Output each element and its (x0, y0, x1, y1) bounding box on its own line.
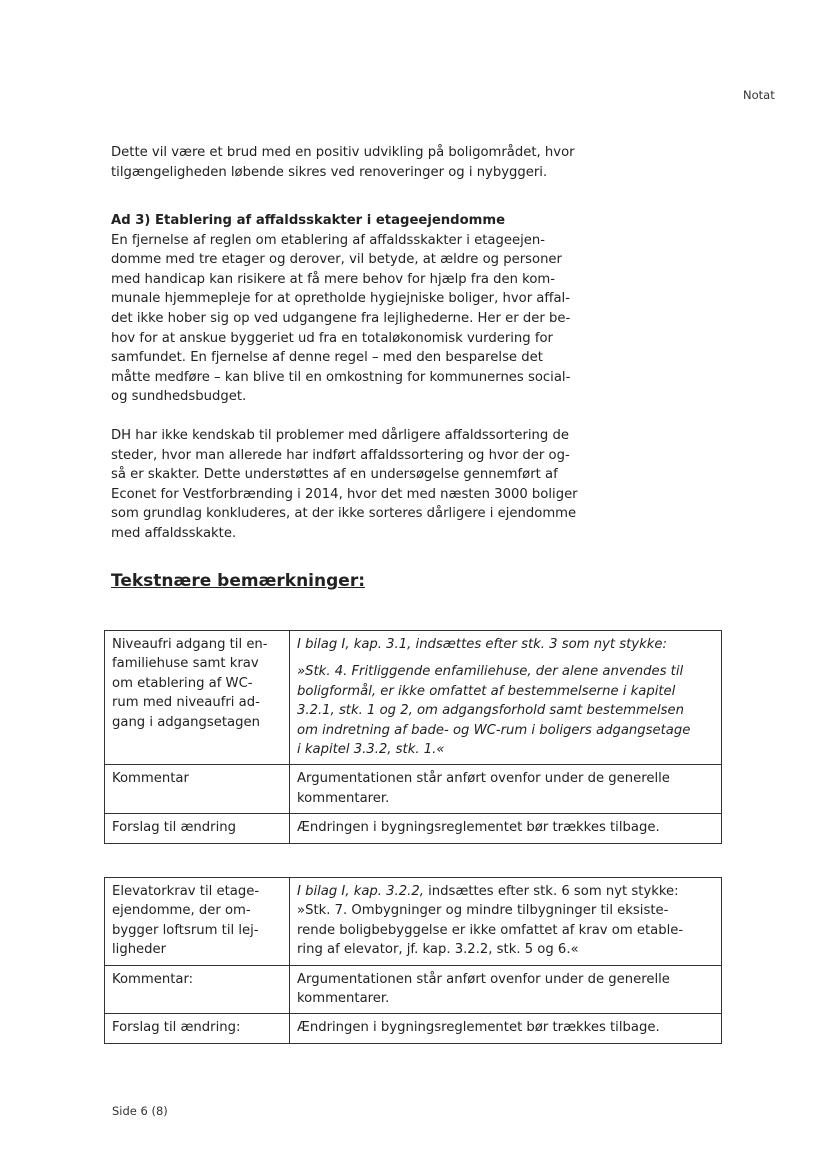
section-3-line: måtte medføre – kan blive til en omkostning for kommunernes social- (111, 369, 571, 385)
section-3-line: og sundhedsbudget. (111, 389, 247, 405)
topic-line: bygger loftsrum til lej- (112, 922, 259, 938)
intro-line: tilgængeligheden løbende sikres ved renoveringer og i nybyggeri. (111, 164, 548, 180)
dh-line: som grundlag konkluderes, at der ikke sorteres dårligere i ejendomme (111, 506, 577, 522)
remarks-table-2 (104, 877, 722, 1044)
proposal-line: rende boligbebyggelse er ikke omfattet af krav om etable- (297, 922, 684, 938)
change-label: Forslag til ændring: (105, 1014, 290, 1043)
proposal-line: ring af elevator, jf. kap. 3.2.2, stk. 5 og 6.« (297, 942, 579, 958)
proposal-cell (290, 878, 722, 966)
comment-line: Argumentationen står anført ovenfor under de generelle (297, 771, 670, 787)
section-3-line: samfundet. En fjernelse af denne regel – med den besparelse det (111, 350, 543, 366)
topic-cell (105, 631, 290, 765)
dh-line: så er skakter. Dette understøttes af en undersøgelse gennemført af (111, 467, 558, 483)
dh-line: steder, hvor man allerede har indført affaldssortering og hvor der og- (111, 447, 570, 463)
proposal-line: »Stk. 4. Fritliggende enfamiliehuse, der alene anvendes til (297, 664, 684, 680)
remarks-heading: Tekstnære bemærkninger: (111, 571, 365, 591)
comment-label: Kommentar: (105, 965, 290, 1014)
table-row (105, 765, 722, 814)
table-row (105, 878, 722, 966)
intro-paragraph (111, 143, 611, 182)
change-cell: Ændringen i bygningsreglementet bør trækkes tilbage. (290, 1014, 722, 1043)
section-3-line: med handicap kan risikere at få mere behov for hjælp fra den kom- (111, 271, 556, 287)
section-3-heading: Ad 3) Etablering af affaldsskakter i etageejendomme (111, 213, 506, 228)
table-row (105, 814, 722, 843)
section-3-line: hov for at anskue byggeriet ud fra en totaløkonomisk vurdering for (111, 330, 553, 346)
remarks-table-1 (104, 630, 722, 844)
topic-line: rum med niveaufri ad- (112, 695, 260, 711)
dh-line: DH har ikke kendskab til problemer med dårligere affaldssortering de (111, 428, 569, 443)
topic-line: Niveaufri adgang til en- (112, 637, 268, 652)
change-label: Forslag til ændring (105, 814, 290, 843)
topic-line: om etablering af WC- (112, 675, 253, 691)
proposal-line: 3.2.1, stk. 1 og 2, om adgangsforhold samt bestemmelsen (297, 703, 684, 719)
document-type-label: Notat (743, 88, 775, 102)
intro-line: Dette vil være et brud med en positiv udvikling på boligområdet, hvor (111, 145, 575, 160)
comment-line: Argumentationen står anført ovenfor under de generelle (297, 971, 670, 987)
topic-line: gang i adgangsetagen (112, 714, 260, 730)
section-3-line: munale hjemmepleje for at opretholde hygiejniske boliger, hvor affal- (111, 291, 570, 307)
proposal-intro (297, 882, 714, 901)
topic-line: familiehuse samt krav (112, 656, 259, 672)
topic-cell (105, 878, 290, 966)
comment-cell (290, 965, 722, 1014)
dh-line: Econet for Vestforbrænding i 2014, hvor det med næsten 3000 boliger (111, 486, 578, 502)
section-3-line: domme med tre etager og derover, vil betyde, at ældre og personer (111, 252, 562, 268)
proposal-cell (290, 631, 722, 765)
topic-line: ligheder (112, 942, 167, 958)
dh-paragraph (111, 426, 611, 544)
table-row (105, 631, 722, 765)
dh-line: med affaldsskakte. (111, 525, 237, 541)
table-row (105, 1014, 722, 1043)
proposal-intro: I bilag I, kap. 3.1, indsættes efter stk. 3 som nyt stykke: (297, 637, 667, 652)
proposal-intro-rest: indsættes efter stk. 6 som nyt stykke: (423, 884, 679, 899)
page-number: Side 6 (8) (112, 1104, 168, 1118)
comment-line: kommentarer. (297, 991, 390, 1007)
change-cell: Ændringen i bygningsreglementet bør trækkes tilbage. (290, 814, 722, 843)
proposal-line: om indretning af bade- og WC-rum i boligers adgangsetage (297, 722, 691, 738)
table-row (105, 965, 722, 1014)
comment-label: Kommentar (105, 765, 290, 814)
section-3-paragraph (111, 211, 611, 407)
topic-line: Elevatorkrav til etage- (112, 884, 260, 899)
comment-cell (290, 765, 722, 814)
proposal-line: i kapitel 3.3.2, stk. 1.« (297, 742, 445, 758)
proposal-reference: I bilag I, kap. 3.2.2, (297, 884, 424, 899)
section-3-line: det ikke hober sig op ved udgangene fra lejlighederne. Her er der be- (111, 310, 571, 326)
topic-line: ejendomme, der om- (112, 903, 251, 919)
proposal-line: boligformål, er ikke omfattet af bestemmelserne i kapitel (297, 683, 676, 699)
comment-line: kommentarer. (297, 790, 390, 806)
section-3-line: En fjernelse af reglen om etablering af affaldsskakter i etageejen- (111, 232, 545, 248)
proposal-line: »Stk. 7. Ombygninger og mindre tilbygninger til eksiste- (297, 903, 669, 919)
